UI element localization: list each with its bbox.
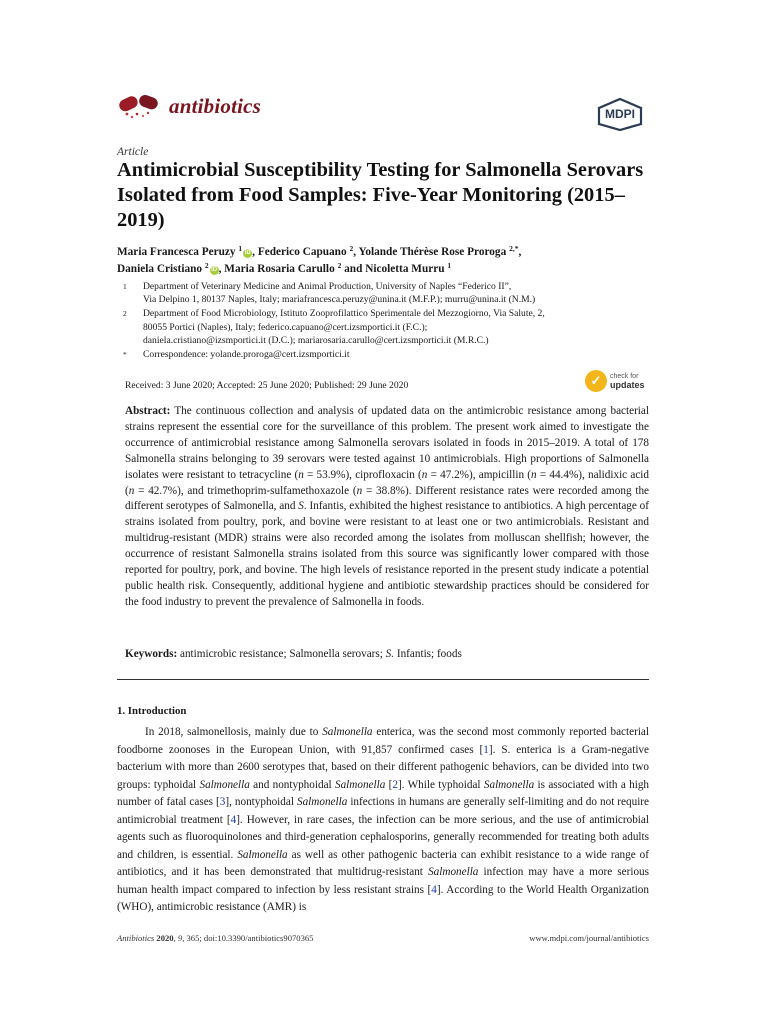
article-type: Article xyxy=(117,146,149,158)
affiliation-text: Department of Food Microbiology, Istituto Zooprofilattico Sperimentale del Mezzogiorno, Via Salute, 2, 80055 Portici (Naples), Italy; federico.capuano@cert.izsmportici.it (F.C.); daniela.cristiano@izsmportici.it (D.C.); mariarosaria.carullo@cert.izsmportici.it (M.R.C.) xyxy=(143,308,545,346)
author-affiliation-mark: 1 xyxy=(238,244,243,253)
author-name: Maria Rosaria Carullo xyxy=(224,263,338,275)
reference-link[interactable]: 1 xyxy=(483,743,489,756)
author-name: Daniela Cristiano xyxy=(117,263,205,275)
introduction-paragraph: In 2018, salmonellosis, mainly due to Salmonella enterica, was the second most commonly reported bacterial foodborne zoonoses in the European Union, with 91,857 confirmed cases [1]. S. enterica is a Gram-negative bacterium with more than 2600 serotypes that, based on their different pathogenic behaviors, can be divided into two groups: typhoidal Salmonella and nontyphoidal Salmonella [2]. While typhoidal Salmonella is associated with a high number of fatal cases [3], nontyphoidal Salmonella infections in humans are generally self-limiting and do not require antimicrobial treatment [4]. However, in rare cases, the infection can be more serious, and the use of antimicrobial agents such as fluoroquinolones and third-generation cephalosporins, generally recommended for treating both adults and children, is essential. Salmonella as well as other pathogenic bacteria can exhibit resistance to a wide range of antibiotics, and it has been demonstrated that multidrug-resistant Salmonella infection may have a more serious human health impact compared to infection by less resistant strains [4]. According to the World Health Organization (WHO), antimicrobic resistance (AMR) is xyxy=(117,726,650,913)
author-name: Federico Capuano xyxy=(257,246,350,258)
check-for-updates-button[interactable] xyxy=(585,370,645,392)
affiliations xyxy=(117,280,657,362)
mdpi-logo xyxy=(595,97,645,136)
pills-icon xyxy=(117,92,163,120)
orcid-icon[interactable]: iD xyxy=(244,250,251,256)
publisher-name: MDPI xyxy=(605,107,635,121)
author-name: Yolande Thérèse Rose Proroga xyxy=(358,246,510,258)
check-line2: updates xyxy=(610,380,645,390)
publication-dates: Received: 3 June 2020; Accepted: 25 June 2020; Published: 29 June 2020 xyxy=(125,380,409,391)
affiliation-item xyxy=(117,280,657,306)
footer-url[interactable]: www.mdpi.com/journal/antibiotics xyxy=(529,933,649,943)
reference-link[interactable]: 3 xyxy=(219,796,226,808)
affiliation-text: Department of Veterinary Medicine and Animal Production, University of Naples “Federico II”, Via Delpino 1, 80137 Naples, Italy; mariafrancesca.peruzy@unina.it (M.F.P.); murru@unina.it (N.M.) xyxy=(143,281,536,306)
abstract xyxy=(125,404,649,611)
author-affiliation-mark: 1 xyxy=(447,261,452,270)
affiliation-item xyxy=(117,307,657,347)
affiliation-number: 2 xyxy=(123,309,127,319)
section-heading: 1. Introduction xyxy=(117,705,187,717)
journal-logo xyxy=(117,92,261,120)
reference-link[interactable]: 4 xyxy=(431,883,437,896)
check-line1: check for xyxy=(610,373,639,380)
author-affiliation-mark: 2 xyxy=(204,261,209,270)
affiliation-text: Correspondence: yolande.proroga@cert.izsmportici.it xyxy=(143,349,350,361)
reference-link[interactable]: 2 xyxy=(392,778,398,791)
keywords-label: Keywords: xyxy=(125,648,178,660)
abstract-label: Abstract: xyxy=(125,405,171,417)
reference-link[interactable]: 4 xyxy=(230,813,237,826)
author-name: Maria Francesca Peruzy xyxy=(117,246,239,258)
author-affiliation-mark: 2 xyxy=(349,244,354,253)
author-name: Nicoletta Murru xyxy=(365,263,448,275)
affiliation-item xyxy=(117,348,657,361)
keywords-text: antimicrobic resistance; Salmonella serovars; S. Infantis; foods xyxy=(180,648,462,660)
keywords xyxy=(125,648,649,660)
author-affiliation-mark: 2,* xyxy=(509,244,519,253)
footer-citation: Antibiotics 2020, 9, 365; doi:10.3390/antibiotics9070365 xyxy=(117,933,314,943)
abstract-text: The continuous collection and analysis of updated data on the antimicrobic resistance among bacterial strains represent the essential core for the surveillance of this problem. The present work aimed to investigate the occurrence of antimicrobial resistance among Salmonella serovars isolated in foods in 2015–2019. A total of 178 Salmonella strains belonging to 39 serovars were tested against 10 antimicrobials. High proportions of Salmonella isolates were resistant to tetracycline (n = 53.9%), ciprofloxacin (n = 47.2%), ampicillin (n = 44.4%), nalidixic acid (n = 42.7%), and trimethoprim-sulfamethoxazole (n = 38.8%). Different resistance rates were recorded among the different serotypes of Salmonella, and S. Infantis, exhibited the highest resistance to antibiotics. A high percentage of strains isolated from poultry, pork, and bovine were resistant to at least one or two antimicrobials. Resistant and multidrug-resistant (MDR) strains were also recorded among the isolates from molluscan shellfish; however, the occurrence of resistant Salmonella strains isolated from this source was significantly lower compared with those reported for poultry, pork, and bovine. The high levels of resistance reported in the present study indicate a potential public health risk. Consequently, additional hygiene and antibiotic stewardship practices should be considered for the food industry to prevent the prevalence of Salmonella in foods. xyxy=(125,405,649,608)
journal-name: antibiotics xyxy=(169,93,262,118)
affiliation-number: * xyxy=(123,350,127,360)
orcid-icon[interactable]: iD xyxy=(211,267,218,273)
divider xyxy=(117,679,649,680)
paper-title: Antimicrobial Susceptibility Testing for Salmonella Serovars Isolated from Food Samples: Five-Year Monitoring (2015–2019) xyxy=(117,159,644,231)
author-affiliation-mark: 2 xyxy=(337,261,342,270)
checkmark-icon: ✓ xyxy=(585,370,607,392)
author-list: Maria Francesca Peruzy $^1$ iD , Federico Capuano $^2$, Yolande Thérèse Rose Proroga $^{2,*}$, Daniela Cristiano $^2$ iD , Maria Rosaria Carullo $^2$ and Nicoletta Murru $^1$ xyxy=(117,244,522,275)
affiliation-number: 1 xyxy=(123,282,127,291)
